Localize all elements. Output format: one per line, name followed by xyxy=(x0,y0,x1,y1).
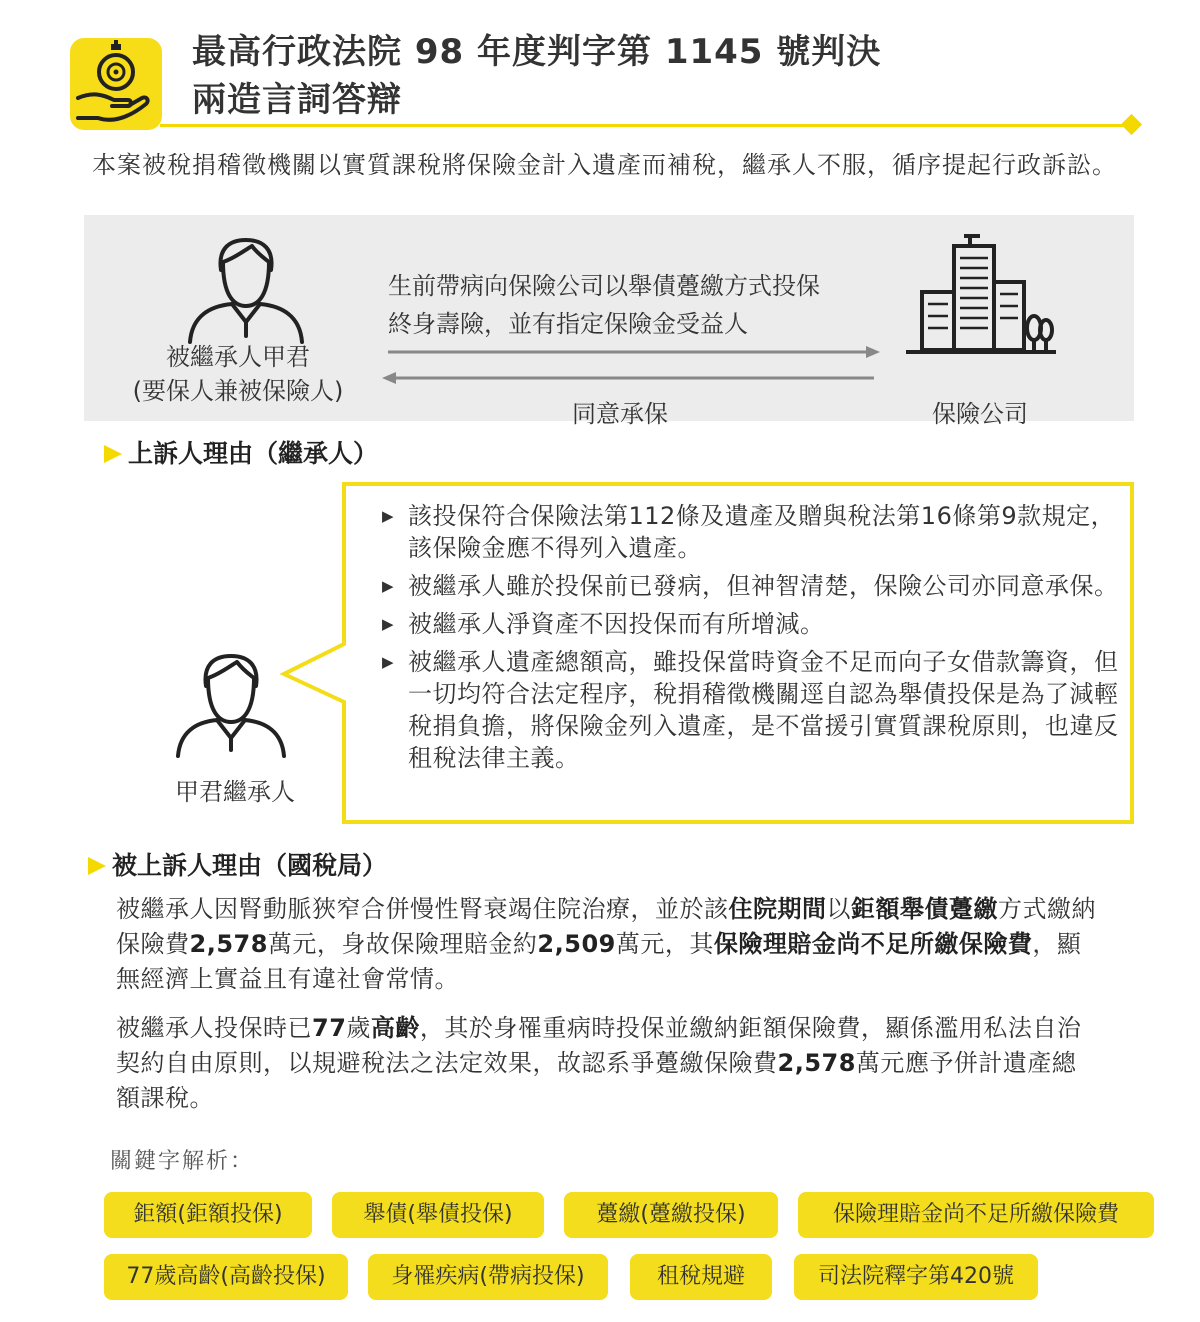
keyword-tag[interactable]: 鉅額(鉅額投保) xyxy=(104,1192,312,1238)
keyword-tag[interactable]: 租稅規避 xyxy=(630,1254,772,1300)
respondent-reasons xyxy=(116,892,1096,1130)
triangle-bullet-icon xyxy=(88,857,106,875)
triangle-bullet-icon: ▶ xyxy=(382,507,395,525)
keyword-tag[interactable]: 身罹疾病(帶病投保) xyxy=(368,1254,608,1300)
page-title: 最高行政法院 98 年度判字第 1145 號判決 xyxy=(192,32,882,72)
building-icon xyxy=(906,236,1056,352)
list-item xyxy=(380,570,1125,602)
text-run: 被繼承人投保時已 xyxy=(116,1014,312,1042)
reason-text: 被繼承人雖於投保前已發病，但神智清楚，保險公司亦同意承保。 xyxy=(408,572,1119,600)
text-run-bold: 2,509 xyxy=(537,930,616,958)
keyword-tag[interactable]: 舉債(舉債投保) xyxy=(332,1192,544,1238)
arrow-to-insured xyxy=(382,372,874,384)
text-run: 被繼承人因腎動脈狹窄合併慢性腎衰竭住院治療，並於該 xyxy=(116,895,729,923)
person-icon xyxy=(190,240,302,342)
insured-label-line1: 被繼承人甲君 xyxy=(166,343,310,371)
list-item xyxy=(380,500,1125,564)
text-run-bold: 住院期間 xyxy=(728,895,827,923)
list-item xyxy=(380,646,1125,774)
triangle-bullet-icon: ▶ xyxy=(382,615,395,633)
text-run-bold: 高齡 xyxy=(370,1014,420,1042)
text-run: 萬元，身故保險理賠金約 xyxy=(267,930,538,958)
respondent-paragraph-1 xyxy=(116,892,1096,997)
text-run-bold: 77 xyxy=(312,1014,347,1042)
heir-person-icon xyxy=(178,656,284,756)
page-subtitle: 兩造言詞答辯 xyxy=(192,80,402,120)
triangle-bullet-icon xyxy=(104,445,122,463)
text-run-bold: 保險理賠金尚不足所繳保險費 xyxy=(713,930,1033,958)
insured-label xyxy=(108,340,368,408)
appellant-heading-text: 上訴人理由（繼承人） xyxy=(128,439,379,468)
triangle-bullet-icon: ▶ xyxy=(382,577,395,595)
list-item xyxy=(380,608,1125,640)
text-run-bold: 鉅額舉債躉繳 xyxy=(851,895,998,923)
text-run-bold: 2,578 xyxy=(777,1049,856,1077)
keywords-title: 關鍵字解析： xyxy=(110,1149,255,1174)
text-run: 萬元應予併計遺產總額課稅。 xyxy=(116,1049,1077,1112)
text-run: ，其於身罹重病時投保並繳納鉅額保險費，顯係濫用私法自治契約自由原則，以規避稅法之法定效果，故認系爭躉繳保險費 xyxy=(116,1014,1082,1077)
reason-text: 被繼承人淨資產不因投保而有所增減。 xyxy=(408,610,825,638)
arrow-top-text-line2: 終身壽險，並有指定保險金受益人 xyxy=(388,310,748,338)
text-run: 萬元，其 xyxy=(615,930,714,958)
arrow-top-text-line1: 生前帶病向保險公司以舉債躉繳方式投保 xyxy=(388,272,820,300)
appellant-reasons-list xyxy=(380,500,1125,780)
reason-text: 被繼承人遺產總額高，雖投保當時資金不足而向子女借款籌資，但一切均符合法定程序，稅捐稽徵機關逕自認為舉債投保是為了減輕稅捐負擔，將保險金列入遺產，是不當援引實質課稅原則，也違反租稅法律主義。 xyxy=(408,648,1119,772)
respondent-heading-text: 被上訴人理由（國稅局） xyxy=(112,851,388,880)
company-label: 保險公司 xyxy=(932,400,1028,428)
insured-label-line2: (要保人兼被保險人) xyxy=(132,377,344,405)
keyword-tag[interactable]: 躉繳(躉繳投保) xyxy=(564,1192,778,1238)
arrow-to-company xyxy=(388,346,880,358)
respondent-paragraph-2 xyxy=(116,1011,1096,1116)
keyword-tag[interactable]: 司法院釋字第420號 xyxy=(794,1254,1038,1300)
arrow-bottom-text: 同意承保 xyxy=(572,400,668,428)
keyword-tag[interactable]: 保險理賠金尚不足所繳保險費 xyxy=(798,1192,1154,1238)
triangle-bullet-icon: ▶ xyxy=(382,653,395,671)
appellant-heading xyxy=(104,434,378,470)
respondent-heading xyxy=(88,846,387,882)
text-run-bold: 2,578 xyxy=(189,930,268,958)
heir-label: 甲君繼承人 xyxy=(175,778,295,806)
text-run: 歲 xyxy=(346,1014,371,1042)
intro-paragraph: 本案被稅捐稽徵機關以實質課稅將保險金計入遺產而補稅，繼承人不服，循序提起行政訴訟。 xyxy=(92,151,1117,179)
text-run: ，顯無經濟上實益且有違社會常情。 xyxy=(116,930,1082,993)
reason-text: 該投保符合保險法第112條及遺產及贈與稅法第16條第9款規定，該保險金應不得列入遺產。 xyxy=(408,502,1116,562)
keyword-tag[interactable]: 77歲高齡(高齡投保) xyxy=(104,1254,348,1300)
text-run: 以 xyxy=(826,895,851,923)
text-run: 方式繳納保險費 xyxy=(116,895,1096,958)
